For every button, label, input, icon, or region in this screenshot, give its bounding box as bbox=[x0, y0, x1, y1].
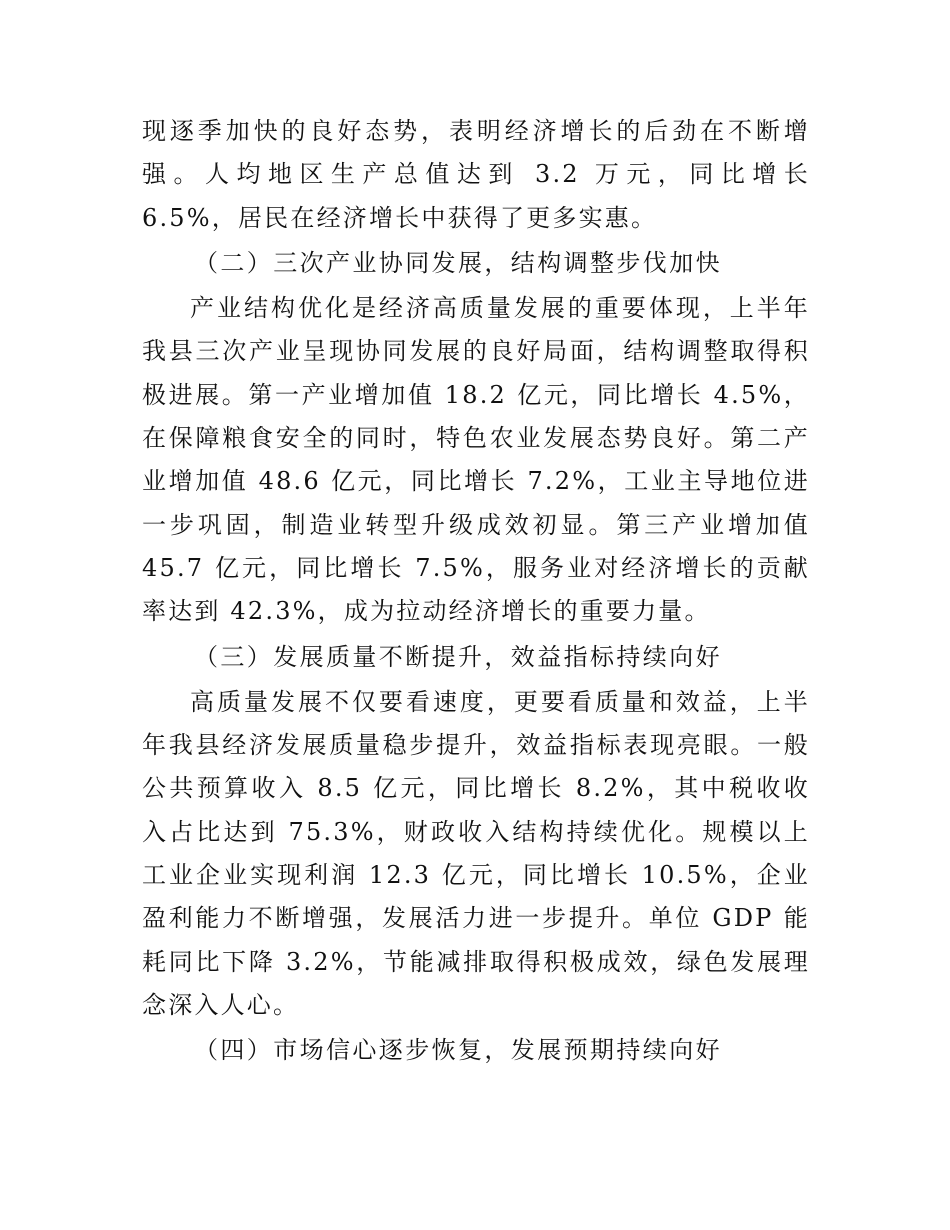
section-heading-industry-structure: （二）三次产业协同发展，结构调整步伐加快 bbox=[194, 248, 722, 277]
section-heading-development-quality: （三）发展质量不断提升，效益指标持续向好 bbox=[194, 642, 722, 671]
paragraph-gdp-per-capita: 现逐季加快的良好态势，表明经济增长的后劲在不断增强。人均地区生产总值达到 3.2 万元，同比增长 6.5%，居民在经济增长中获得了更多实惠。 bbox=[142, 117, 810, 232]
paragraph-industry-structure: 产业结构优化是经济高质量发展的重要体现，上半年我县三次产业呈现协同发展的良好局面，结构调整取得积极进展。第一产业增加值 18.2 亿元，同比增长 4.5%，在保障粮食安全的同时，特色农业发展态势良好。第二产业增加值 48.6 亿元，同比增长 7.2%，工业主导地位进一步巩固，制造业转型升级成效初显。第三产业增加值 45.7 亿元，同比增长 7.5%，服务业对经济增长的贡献率达到 42.3%，成为拉动经济增长的重要力量。 bbox=[142, 294, 810, 626]
section-heading-market-confidence: （四）市场信心逐步恢复，发展预期持续向好 bbox=[194, 1036, 722, 1065]
paragraph-development-quality: 高质量发展不仅要看速度，更要看质量和效益，上半年我县经济发展质量稳步提升，效益指标表现亮眼。一般公共预算收入 8.5 亿元，同比增长 8.2%，其中税收收入占比达到 75.3%，财政收入结构持续优化。规模以上工业企业实现利润 12.3 亿元，同比增长 10.5%，企业盈利能力不断增强，发展活力进一步提升。单位 GDP 能耗同比下降 3.2%，节能减排取得积极成效，绿色发展理念深入人心。 bbox=[142, 687, 810, 1019]
document-body bbox=[142, 110, 810, 1073]
